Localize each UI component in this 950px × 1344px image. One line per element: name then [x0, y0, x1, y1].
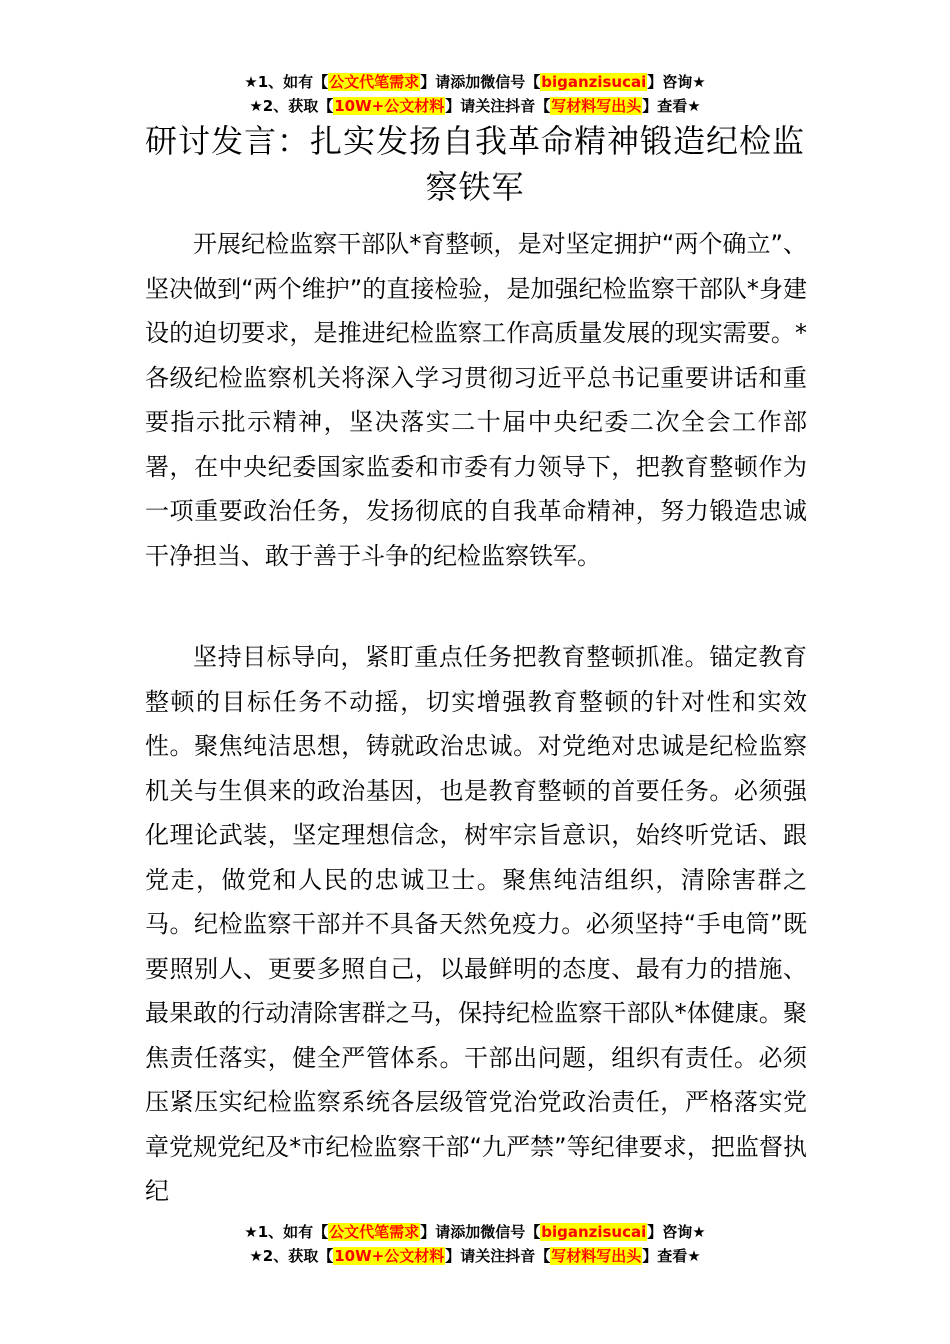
- promo-banner-top: [0, 70, 950, 118]
- promo-text: 】查看★: [642, 1247, 701, 1265]
- promo-line-1: [0, 1220, 950, 1244]
- promo-text: 】请关注抖音【: [445, 1247, 551, 1265]
- promo-banner-bottom: [0, 1220, 950, 1268]
- promo-highlight: 写材料写出头: [551, 97, 642, 115]
- promo-text: ★1、如有【: [244, 73, 329, 91]
- promo-highlight: 公文代笔需求: [329, 1223, 420, 1241]
- promo-line-2: [0, 1244, 950, 1268]
- promo-text: 】咨询★: [647, 73, 706, 91]
- promo-highlight: biganzisucai: [541, 1223, 647, 1241]
- body-paragraph-1: 开展纪检监察干部队*育整顿，是对坚定拥护“两个确立”、坚决做到“两个维护”的直接检验，是加强纪检监察干部队*身建设的迫切要求，是推进纪检监察工作高质量发展的现实需要。*各级纪检监察机关将深入学习贯彻习近平总书记重要讲话和重要指示批示精神，坚决落实二十届中央纪委二次全会工作部署，在中央纪委国家监委和市委有力领导下，把教育整顿作为一项重要政治任务，发扬彻底的自我革命精神，努力锻造忠诚干净担当、敢于善于斗争的纪检监察铁军。: [145, 230, 807, 570]
- promo-text: ★2、获取【: [249, 1247, 334, 1265]
- promo-text: ★2、获取【: [249, 97, 334, 115]
- promo-highlight: 10W+公文材料: [334, 1247, 445, 1265]
- promo-text: 】查看★: [642, 97, 701, 115]
- promo-text: 】咨询★: [647, 1223, 706, 1241]
- document-title: 研讨发言：扎实发扬自我革命精神锻造纪检监察铁军: [144, 122, 805, 206]
- body-paragraph-2: 坚持目标导向，紧盯重点任务把教育整顿抓准。锚定教育整顿的目标任务不动摇，切实增强教育整顿的针对性和实效性。聚焦纯洁思想，铸就政治忠诚。对党绝对忠诚是纪检监察机关与生俱来的政治基因，也是教育整顿的首要任务。必须强化理论武装，坚定理想信念，树牢宗旨意识，始终听党话、跟党走，做党和人民的忠诚卫士。聚焦纯洁组织，清除害群之马。纪检监察干部并不具备天然免疫力。必须坚持“手电筒”既要照别人、更要多照自己，以最鲜明的态度、最有力的措施、最果敢的行动清除害群之马，保持纪检监察干部队*体健康。聚焦责任落实，健全严管体系。干部出问题，组织有责任。必须压紧压实纪检监察系统各层级管党治党政治责任，严格落实党章党规党纪及*市纪检监察干部“九严禁”等纪律要求，把监督执纪: [145, 643, 807, 1205]
- promo-text: 】请添加微信号【: [420, 1223, 541, 1241]
- promo-text: ★1、如有【: [244, 1223, 329, 1241]
- promo-text: 】请添加微信号【: [420, 73, 541, 91]
- promo-highlight: biganzisucai: [541, 73, 647, 91]
- promo-line-2: [0, 94, 950, 118]
- promo-text: 】请关注抖音【: [445, 97, 551, 115]
- promo-line-1: [0, 70, 950, 94]
- promo-highlight: 10W+公文材料: [334, 97, 445, 115]
- promo-highlight: 写材料写出头: [551, 1247, 642, 1265]
- promo-highlight: 公文代笔需求: [329, 73, 420, 91]
